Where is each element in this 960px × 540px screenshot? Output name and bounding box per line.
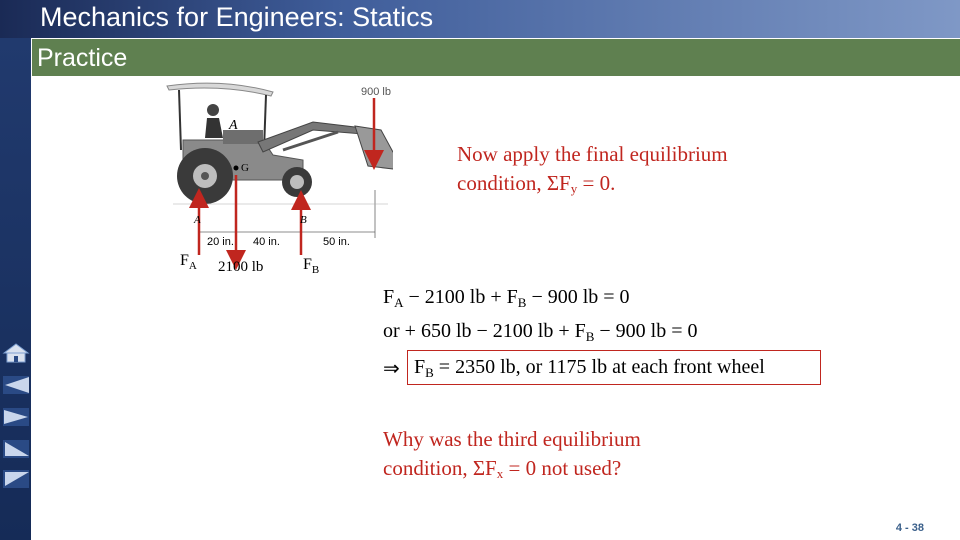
slide-subtitle: Practice [37, 44, 128, 72]
question-text: Why was the third equilibrium condition, $\Sigma F_x = 0$ not used? [383, 427, 641, 481]
next-page-button[interactable] [2, 406, 30, 428]
load-label: 900 lb [361, 86, 391, 98]
last-page-icon [2, 468, 30, 490]
force-a-label: $F_A$ [180, 252, 197, 273]
previous-page-button[interactable] [2, 438, 30, 460]
instruction-text: Now apply the final equilibrium condition, $\Sigma F_y = 0$. [457, 142, 728, 196]
home-icon [2, 342, 30, 364]
dim-50-label: 50 in. [323, 236, 350, 248]
equation-2: or + 650 lb − 2100 lb + $F_B - 900$ lb = 0 [383, 320, 698, 344]
slide-title: Mechanics for Engineers: Statics [40, 2, 434, 32]
page-number: 4 - 38 [895, 522, 924, 534]
point-a-label: A [194, 214, 201, 226]
home-button[interactable] [2, 342, 30, 364]
point-b-label: B [300, 214, 307, 226]
last-page-button[interactable] [2, 468, 30, 490]
implies-symbol: ⇒ [383, 358, 400, 380]
equation-3-result: $F_B = 2350$ lb, or 1175 lb at each front wheel [414, 356, 765, 380]
point-g-label: G [241, 162, 249, 174]
sidebar [0, 38, 31, 540]
force-b-label: $F_B$ [303, 256, 320, 277]
dim-40-label: 40 in. [253, 236, 280, 248]
point-a-upper-label: A [229, 118, 238, 133]
next-page-icon [2, 406, 30, 428]
first-page-icon [2, 374, 30, 396]
previous-page-icon [2, 438, 30, 460]
tractor-figure [163, 80, 393, 273]
subtitle-bar [32, 39, 960, 76]
first-page-button[interactable] [2, 374, 30, 396]
equation-1: $F_A - 2100$ lb + $F_B - 900$ lb = 0 [383, 286, 630, 310]
dim-20-label: 20 in. [207, 236, 234, 248]
weight-label: 2100 lb [218, 259, 264, 275]
